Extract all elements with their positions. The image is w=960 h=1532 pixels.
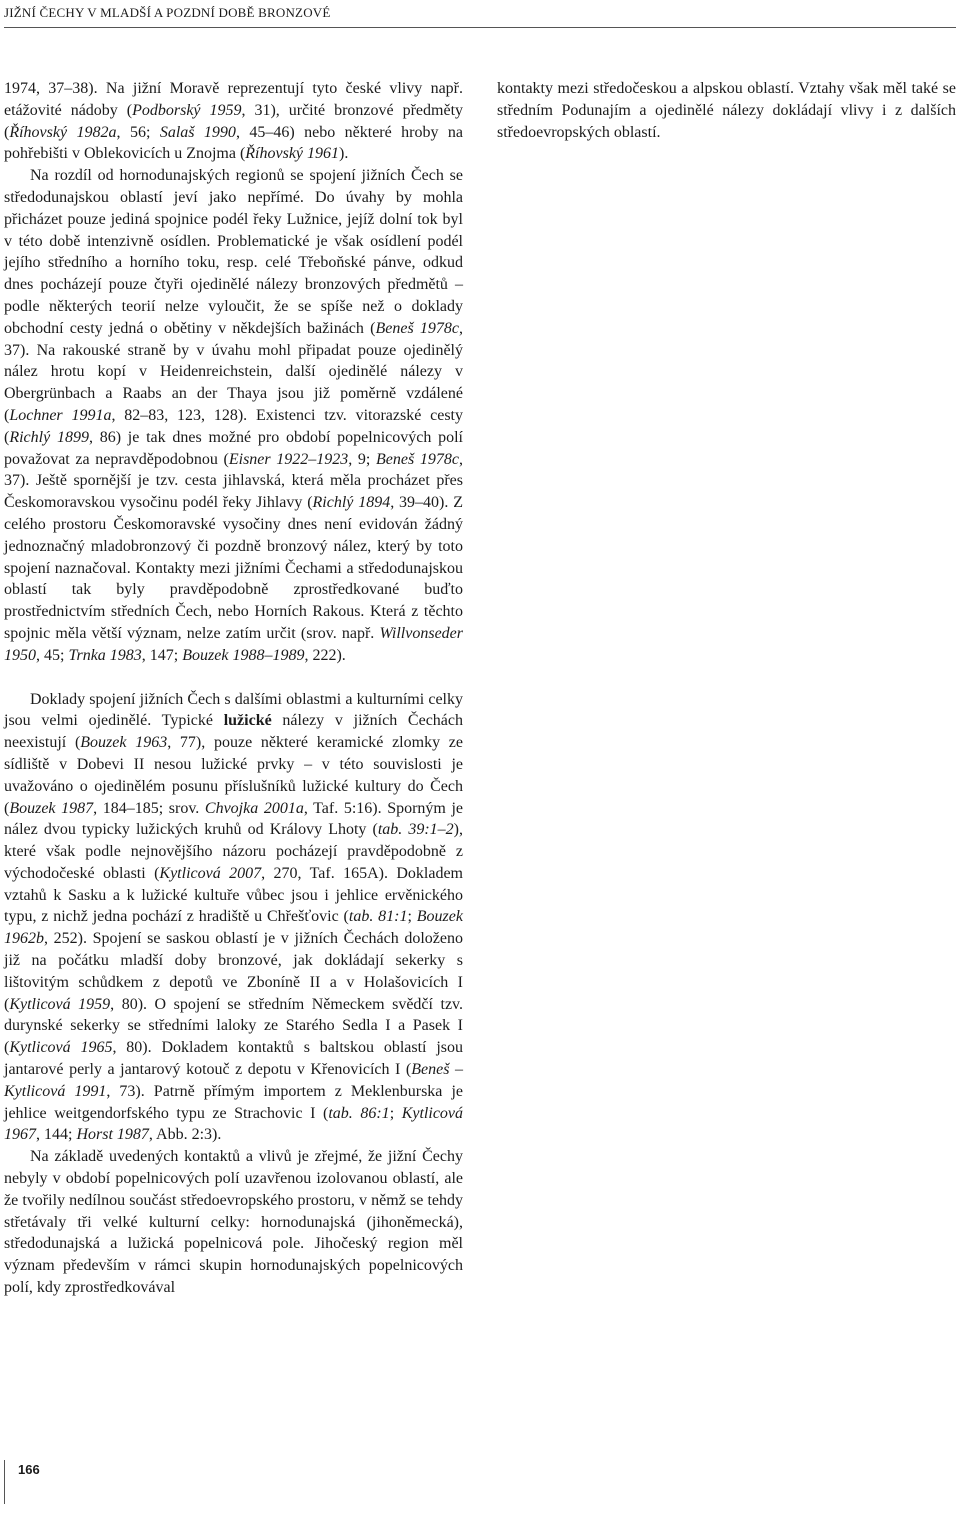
citation: Bouzek 1988–1989 [182,646,305,664]
text-run: , 86) je tak dnes možné pro období popelnicových polí považovat za nepravděpodobnou ( [4,428,463,468]
citation: Beneš 1978c [375,319,459,337]
text-run: , 80). Dokladem kontaktů s baltskou oblastí jsou jantarové perly a jantarový kotouč z depotu v Křenovicích I ( [4,1039,464,1079]
citation: tab. 81:1 [348,908,408,926]
citation: tab. 39:1–2 [377,821,454,839]
text-run: Na základě uvedených kontaktů a vlivů je zřejmé, že jižní Čechy nebyly v období popelnicových polí uzavřenou izolovanou oblastí, ale že tvořily nedílnou součást středoevropského prostoru, v němž se tehdy střetávaly tři velké kulturní celky: hornodunajská (jihoněmecká), středodunajská a lužická popelnicová pole. Jihočeský region měl význam především v rámci skupin hornodunajských popelnicových polí, kdy zprostředkovával [4,1148,463,1297]
text-run: , 45–46) nebo některé hroby na pohřebišti v Oblekovicích u Znojma ( [4,123,464,163]
text-run: , 80). O spojení se středním Německem svědčí tzv. durynské sekerky se středními laloky ze Starého Sedla I a Pasek I ( [4,995,464,1057]
citation: Willvonseder 1950 [4,624,463,664]
folio-rule [4,1460,5,1504]
citation: Trnka 1983 [68,646,142,664]
text-run: , 39–40). Z celého prostoru Českomoravské vysočiny dnes není evidován žádný jednoznačný mladobronzový či pozdně bronzový nález, který by toto spojení naznačoval. Kontakty mezi jižními Čechami a středodunajskou oblastí tak byly pravděpodobně zprostředkované buďto prostřednictvím středních Čech, nebo Horních Rakous. Která z těchto spojnic měla větší význam, nelze zatím určit (srov. např. [4,494,463,642]
citation: Horst 1987 [76,1126,149,1144]
header-rule [4,27,956,28]
citation: Richlý 1899 [9,428,89,446]
citation: Kytlicová 1959 [9,995,111,1013]
text-run: , 147; [141,646,183,664]
text-run: Na rozdíl od hornodunajských regionů se spojení jižních Čech se středodunajskou oblastí jeví jako nepřímé. Do úvahy by mohla přicházet pouze jediná spojnice podél řeky Lužnice, jejíž dolní tok byl v této době intenzivně osídlen. Problematické je však osídlení podél jejího středního a horního toku, resp. celé Třeboňské pánve, odkud dnes pocházejí pouze čtyři ojedinělé nálezy bronzových předmětů – podle některých teorií nelze vyloučit, že se spíše než o doklady obchodní cesty jedná o obětiny v někdejších bažinách ( [4,167,463,337]
text-run: , 31), určité bronzové předměty ( [4,101,464,141]
citation: tab. 86:1 [328,1104,390,1122]
text-run: kontakty mezi středočeskou a alpskou oblastí. Vztahy však měl také se středním Podunajím a ojedinělé nálezy dokládají vlivy i z dalších středoevropských oblastí. [497,80,956,141]
text-run: Doklady spojení jižních Čech s dalšími oblastmi a kulturními celky jsou velmi ojedinělé. Typické [4,690,463,730]
page-folio [4,1460,64,1504]
text-run: , 222). [304,646,346,664]
text-run: , Taf. 5:16). Sporným je nález dvou typicky lužických kruhů od Královy Lhoty ( [4,799,464,839]
citation: Říhovský 1982a [9,123,117,141]
paragraph [4,165,463,666]
citation: Podborský 1959 [132,101,242,119]
citation: Beneš – Kytlicová 1991 [4,1061,463,1100]
citation: Říhovský 1961 [245,145,340,163]
text-run: ). [339,145,349,163]
citation: Salaš 1990 [159,123,236,141]
text-run: ; [389,1104,402,1122]
text-run: ), které však podle nejnovějšího názoru pocházejí pravděpodobně z východočeské oblasti ( [4,821,463,882]
citation: Bouzek 1962b [4,908,463,948]
text-run: , 37). Na rakouské straně by v úvahu mohl připadat pouze ojedinělý nález hrotu kopí v Heidenreichstein, další ojedinělé nálezy v Obergrünbach a Raabs an der Thaya jsou již poměrně vzdálené ( [4,319,463,424]
citation: Eisner 1922–1923 [228,450,349,468]
text-run: , 252). Spojení se saskou oblastí je v jižních Čechách doloženo již na počátku mladší doby bronzové, jak dokládají sekerky s lištovitým schůdkem z depotů ve Zboníně II a v Holašovicích I ( [4,930,463,1013]
citation: Kytlicová 2007 [159,864,262,882]
text-run: , Abb. 2:3). [148,1126,222,1144]
citation: Kytlicová 1965 [9,1039,113,1057]
citation: Bouzek 1963 [80,734,168,752]
text-run: , 184–185; srov. [93,799,205,817]
citation: Richlý 1894 [312,494,391,512]
text-run: , 45; [36,646,69,664]
citation: Beneš 1978c [376,450,459,468]
paragraph [497,78,956,143]
text-run: , 144; [36,1126,77,1144]
running-head-title: JIŽNÍ ČECHY V MLADŠÍ A POZDNÍ DOBĚ BRONZOVÉ [4,5,331,20]
page-number: 166 [18,1462,40,1477]
text-run: , 73). Patrně přímým importem z Meklenburska je jehlice weitgendorfského typu ze Strachovic I ( [4,1082,464,1122]
text-run: , 270, Taf. 165A). Dokladem vztahů k Sasku a k lužické kultuře vůbec jsou i jehlice ervěnického typu, z nichž jedna pochází z hradiště u Chřešťovic ( [4,864,463,926]
text-run: , 56; [116,123,160,141]
citation: Kytlicová 1967 [4,1104,464,1144]
right-column [497,78,956,143]
text-run: 1974, 37–38). Na jižní Moravě reprezentují tyto české vlivy např. etážovité nádoby ( [4,80,463,119]
text-run: ; [407,908,417,926]
citation: Bouzek 1987 [9,799,94,817]
text-run: , 9; [348,450,377,468]
citation: Lochner 1991a [9,406,112,424]
running-head [4,4,956,28]
text-run: , 77), pouze některé keramické zlomky ze sídliště v Dobevi II nesou lužické prvky – v této souvislosti je uvažováno o ojedinělém posunu příslušníků lužické kultury do Čech ( [4,734,463,817]
citation: Chvojka 2001a [204,799,304,817]
paragraph [4,1146,463,1299]
text-run: , 37). Ještě spornější je tzv. cesta jihlavská, která měla procházet přes Českomoravskou vysočinu podél řeky Jihlavy ( [4,450,463,512]
text-run: nálezy v jižních Čechách neexistují ( [4,712,463,752]
left-column [4,78,463,1299]
emphasis: lužické [223,712,272,730]
text-run: , 82–83, 123, 128). Existenci tzv. vitorazské cesty ( [4,406,464,446]
paragraph [4,689,463,1147]
paragraph [4,78,463,165]
